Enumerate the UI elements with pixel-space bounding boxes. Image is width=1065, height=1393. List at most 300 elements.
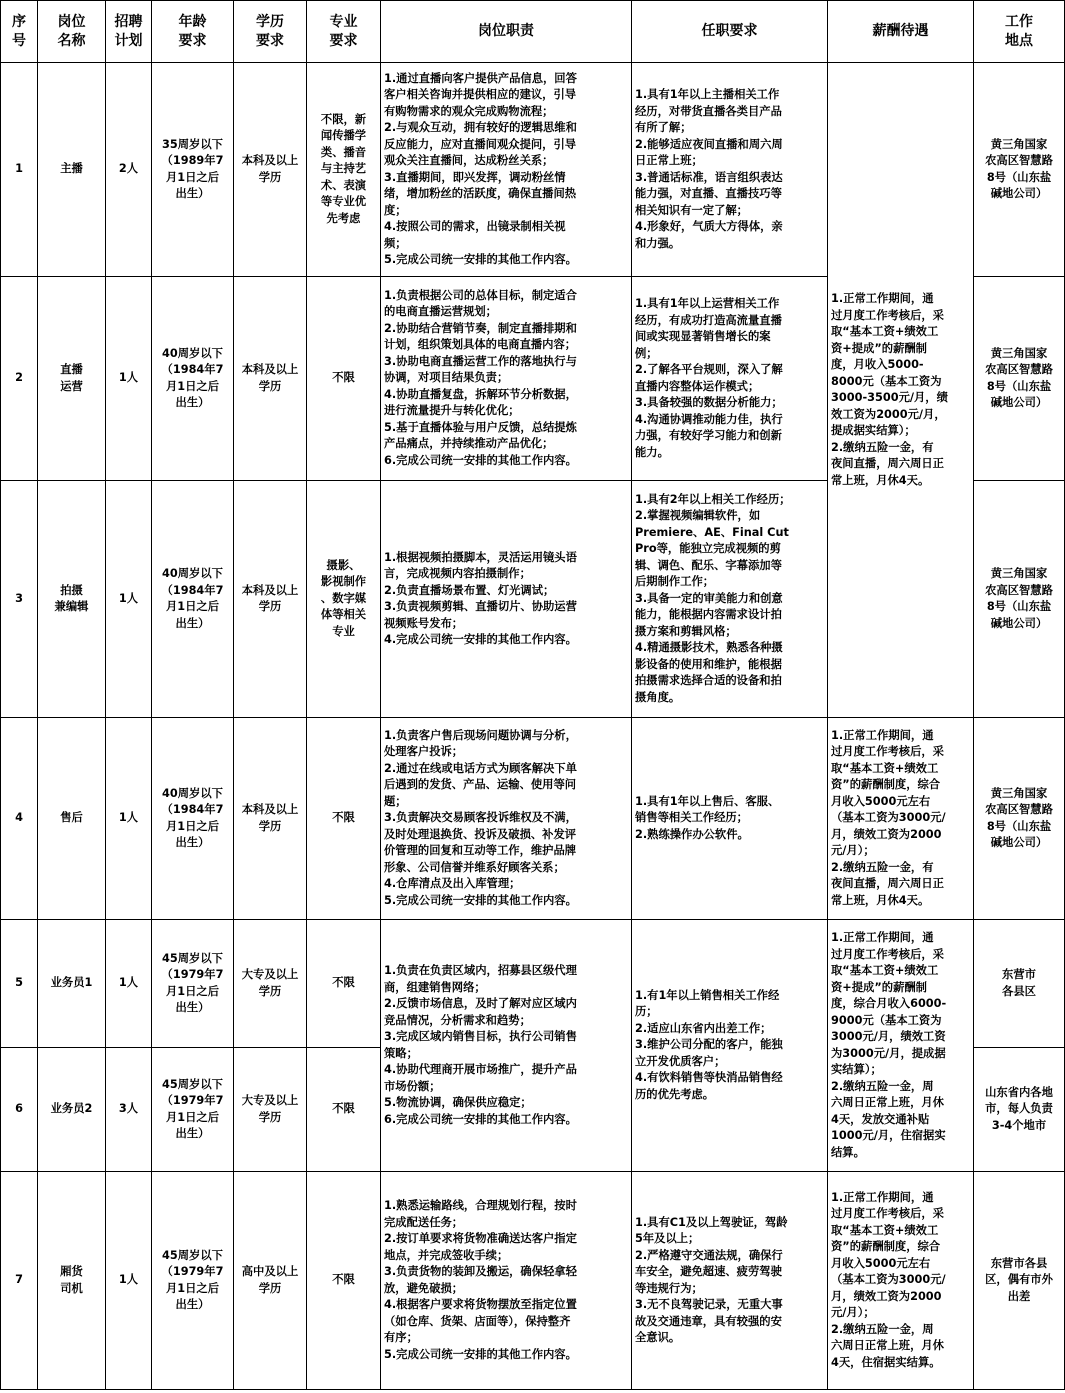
text-line: 1.正常工作期间，通	[831, 292, 934, 305]
text-line: Premiere、AE、Final Cut	[635, 525, 789, 539]
text-line: 学历	[258, 984, 282, 998]
text-line: 经历，有成功打造高流量直播	[635, 313, 782, 327]
cell-age	[152, 277, 234, 481]
text-line: 司机	[60, 1281, 83, 1295]
text-line: 度；	[384, 203, 407, 217]
text-line: 提成据实结算）；	[831, 424, 916, 437]
text-line: 4.按照公司的需求，出镜录制相关视	[384, 220, 566, 233]
cell-duty	[381, 1172, 632, 1390]
text-line: 摄方案和剪辑风格；	[635, 624, 737, 638]
text-line: 兼编辑	[54, 600, 89, 613]
text-line: 4.精通摄影技术，熟悉各种摄	[635, 641, 783, 655]
text-line: 农高区智慧路	[985, 583, 1053, 597]
text-line: 日正常上班；	[635, 154, 703, 167]
text-line: 辑、调色、配乐、字幕添加等	[635, 558, 782, 572]
text-line: 能力强，对直播、直播技巧等	[635, 187, 782, 200]
cell-position	[38, 63, 106, 277]
text-line: 3.完成区域内销售目标，执行公司销售	[384, 1030, 577, 1043]
text-line: 销售等相关工作经历；	[635, 811, 748, 825]
text-line: 5.物流协调，确保供应稳定；	[384, 1096, 532, 1109]
cell-salary-shared	[828, 63, 974, 718]
cell-position	[38, 920, 106, 1048]
cell-major	[307, 920, 381, 1048]
text-line: 3.具备一定的审美能力和创意	[635, 591, 783, 605]
cell-plan: 1人	[106, 718, 152, 920]
text-line: 及时处理退换货、投诉及破损、补发评	[384, 827, 577, 841]
text-line: 8号（山东盐	[986, 600, 1052, 613]
cell-major	[307, 718, 381, 920]
text-line: 4.协助直播复盘，拆解环节分析数据，	[384, 387, 577, 401]
text-line: 岗位	[57, 13, 86, 30]
cell-major	[307, 1172, 381, 1390]
text-line: 直播内容整体运作模式；	[635, 379, 760, 393]
text-line: 学历	[258, 379, 282, 393]
cell-age	[152, 1172, 234, 1390]
text-line: 体等相关	[320, 608, 367, 622]
text-line: 度，月收入5000-	[831, 358, 924, 371]
text-line: 6.完成公司统一安排的其他工作内容。	[384, 453, 577, 467]
text-line: 黄三角国家	[990, 567, 1048, 580]
text-line: 力强，有较好学习能力和创新	[635, 429, 782, 442]
text-line: Pro等，能独立完成视频的剪	[635, 542, 781, 556]
text-line: 2.负责直播场景布置、灯光调试；	[384, 583, 555, 597]
cell-seq: 3	[1, 481, 38, 718]
text-line: 价管理的回复和互动等工作，维护品牌	[384, 844, 577, 858]
text-line: 例；	[635, 346, 658, 360]
text-line: 4.形象好，气质大方得体，亲	[635, 220, 783, 233]
text-line: 放，避免破损；	[384, 1281, 464, 1295]
text-line: 1.正常工作期间，通	[831, 931, 934, 944]
text-line: 出生）	[175, 1127, 210, 1140]
cell-major	[307, 1048, 381, 1172]
text-line: 1.有1年以上销售相关工作经	[635, 988, 780, 1002]
text-line: （基本工资为3000元/	[831, 811, 946, 825]
text-line: 不限	[332, 811, 355, 825]
text-line: 4.沟通协调推动能力佳，执行	[635, 412, 783, 426]
table-row	[1, 718, 1065, 920]
text-line: 历的优先考虑。	[635, 1087, 715, 1101]
text-line: 1.通过直播向客户提供产品信息，回答	[384, 71, 577, 85]
text-line: 本科及以上	[241, 154, 299, 167]
text-line: 年龄	[178, 13, 207, 30]
text-line: 资”的薪酬制度，综合	[831, 778, 941, 792]
text-line: 结算。	[831, 1145, 865, 1159]
text-line: （1979年7	[161, 1265, 224, 1278]
header-edu	[234, 1, 307, 63]
text-line: 六周日正常上班，月休	[831, 1339, 944, 1353]
cell-salary-shared	[828, 920, 974, 1172]
text-line: 资+提成”的薪酬制	[831, 341, 927, 355]
text-line: 招聘	[114, 13, 143, 30]
text-line: 东营市各县	[990, 1256, 1048, 1270]
cell-position	[38, 481, 106, 718]
text-line: 5.基于直播体验与用户反馈，总结提炼	[384, 420, 577, 434]
text-line: 1.具有1年以上售后、客服、	[635, 794, 780, 808]
text-line: 2.按订单要求将货物准确送达客户指定	[384, 1232, 577, 1245]
text-line: （基本工资为3000元/	[831, 1273, 946, 1287]
text-line: 市场份额；	[384, 1079, 441, 1093]
cell-major	[307, 481, 381, 718]
text-line: 运营	[60, 379, 83, 393]
cell-plan: 1人	[106, 481, 152, 718]
text-line: 术、表演	[320, 178, 367, 192]
header-location	[974, 1, 1065, 63]
cell-edu	[234, 1172, 307, 1390]
text-line: 间或实现显著销售增长的案	[635, 330, 771, 343]
text-line: （1979年7	[161, 968, 224, 981]
text-line: 高中及以上	[241, 1265, 299, 1278]
text-line: 4.有饮料销售等快消品销售经	[635, 1071, 783, 1085]
text-line: 3000-3500元/月，绩	[831, 391, 948, 404]
text-line: 反应能力，应对直播间观众提问，引导	[384, 137, 577, 151]
cell-seq: 5	[1, 920, 38, 1048]
text-line: 1.具有1年以上主播相关工作	[635, 88, 780, 101]
text-line: 影视制作	[320, 575, 367, 589]
cell-age	[152, 1048, 234, 1172]
text-line: 取“基本工资+绩效工	[831, 964, 939, 977]
text-line: 要求	[178, 32, 207, 49]
text-line: 月1日之后	[165, 984, 220, 998]
text-line: 计划	[114, 32, 143, 49]
text-line: 黄三角国家	[990, 346, 1048, 360]
text-line: 3.维护公司分配的客户，能独	[635, 1038, 783, 1052]
text-line: 5.完成公司统一安排的其他工作内容。	[384, 893, 577, 907]
text-line: 学历	[258, 819, 282, 833]
text-line: 实结算）；	[831, 1063, 882, 1076]
cell-edu	[234, 481, 307, 718]
cell-edu	[234, 1048, 307, 1172]
text-line: 摄影、	[326, 558, 361, 572]
text-line: 1.负责客户售后现场问题协调与分析，	[384, 728, 577, 742]
text-line: 能力，能根据内容需求设计拍	[635, 608, 782, 622]
text-line: 取“基本工资+绩效工	[831, 325, 939, 338]
cell-seq: 6	[1, 1048, 38, 1172]
cell-age	[152, 481, 234, 718]
cell-duty-shared	[381, 920, 632, 1172]
cell-duty	[381, 481, 632, 718]
text-line: 4天，住宿据实结算。	[831, 1355, 941, 1369]
text-line: 8号（山东盐	[986, 819, 1052, 833]
text-line: 策略；	[384, 1046, 418, 1060]
text-line: 2.缴纳五险一金，周	[831, 1322, 934, 1336]
cell-duty	[381, 718, 632, 920]
cell-req	[632, 718, 828, 920]
cell-major	[307, 277, 381, 481]
text-line: 出生）	[175, 1001, 210, 1014]
text-line: 2.与观众互动，拥有较好的逻辑思维和	[384, 121, 577, 134]
cell-plan: 3人	[106, 1048, 152, 1172]
text-line: 专业	[332, 624, 355, 638]
text-line: 学历	[256, 13, 284, 30]
text-line: 不限	[332, 1102, 355, 1116]
text-line: 绪，增加粉丝的活跃度，确保直播间热	[384, 187, 577, 200]
cell-plan: 1人	[106, 920, 152, 1048]
text-line: 2.能够适应夜间直播和周六周	[635, 137, 783, 151]
text-line: 本科及以上	[241, 363, 299, 376]
cell-req-shared	[632, 920, 828, 1172]
header-plan	[106, 1, 152, 63]
text-line: 碱地公司）	[990, 616, 1048, 630]
text-line: 农高区智慧路	[985, 803, 1053, 816]
text-line: 碱地公司）	[990, 187, 1048, 200]
text-line: 摄角度。	[635, 690, 681, 704]
text-line: 竞品情况，分析需求和趋势；	[384, 1013, 531, 1027]
text-line: 类、播音	[320, 145, 367, 159]
text-line: （1984年7	[161, 363, 224, 376]
text-line: 后遇到的发货、产品、运输、使用等问	[384, 778, 577, 792]
text-line: 月收入5000元左右	[831, 1256, 931, 1270]
text-line: 月1日之后	[165, 1281, 220, 1295]
text-line: 专业	[329, 13, 358, 30]
text-line: 等专业优	[320, 195, 367, 209]
text-line: 出生）	[175, 396, 210, 409]
text-line: 农高区智慧路	[985, 363, 1053, 376]
text-line: 直播	[60, 363, 83, 376]
text-line: 40周岁以下	[162, 567, 223, 580]
cell-seq: 1	[1, 63, 38, 277]
text-line: 形象、公司信誉并维系好顾客关系；	[384, 860, 565, 874]
cell-edu	[234, 718, 307, 920]
text-line: （1979年7	[161, 1094, 224, 1107]
cell-seq: 7	[1, 1172, 38, 1390]
text-line: 学历	[258, 170, 282, 184]
text-line: 市，每人负责	[985, 1102, 1053, 1116]
text-line: 2.了解各平台规则，深入了解	[635, 363, 783, 376]
text-line: 5年及以上；	[635, 1232, 700, 1245]
text-line: （1989年7	[161, 154, 224, 167]
text-line: 厢货	[60, 1265, 83, 1278]
text-line: 观众关注直播间，达成粉丝关系；	[384, 154, 554, 167]
text-line: 经历，对带货直播各类目产品	[635, 104, 782, 118]
cell-edu	[234, 63, 307, 277]
text-line: 名称	[57, 32, 86, 49]
text-line: 45周岁以下	[162, 1077, 223, 1091]
text-line: 40周岁以下	[162, 786, 223, 800]
text-line: 8号（山东盐	[986, 379, 1052, 393]
text-line: 月1日之后	[165, 819, 220, 833]
text-line: 2.缴纳五险一金，有	[831, 440, 934, 454]
text-line: 1.正常工作期间，通	[831, 728, 934, 742]
text-line: 历；	[635, 1005, 658, 1019]
text-line: 碱地公司）	[990, 396, 1048, 409]
text-line: 故及交通违章，具有较强的安	[635, 1314, 782, 1328]
text-line: 有序；	[384, 1331, 418, 1344]
cell-duty	[381, 277, 632, 481]
cell-seq: 4	[1, 718, 38, 920]
text-line: 元/月）；	[831, 844, 875, 858]
text-line: 为3000元/月，提成据	[831, 1046, 946, 1060]
text-line: 资”的薪酬制度，综合	[831, 1240, 941, 1254]
text-line: 2.通过在线或电话方式为顾客解决下单	[384, 761, 577, 775]
text-line: 相关知识有一定了解；	[635, 203, 748, 217]
text-line: 碱地公司）	[990, 836, 1048, 849]
text-line: 大专及以上	[241, 968, 299, 981]
text-line: 月，绩效工资为2000	[831, 827, 942, 841]
text-line: 有所了解；	[635, 121, 692, 134]
text-line: 等违规行为；	[635, 1281, 703, 1295]
cell-position	[38, 1172, 106, 1390]
text-line: 资+提成”的薪酬制	[831, 980, 927, 994]
header-age	[152, 1, 234, 63]
text-line: 5.完成公司统一安排的其他工作内容。	[384, 1347, 577, 1361]
text-line: 2.掌握视频编辑软件，如	[635, 509, 761, 523]
text-line: 出生）	[175, 187, 210, 200]
text-line: 过月度工作考核后，采	[831, 947, 944, 961]
text-line: 2.熟练操作办公软件。	[635, 827, 749, 841]
text-line: （1984年7	[161, 803, 224, 816]
cell-location	[974, 1172, 1065, 1390]
text-line: （1984年7	[161, 583, 224, 597]
text-line: 9000元（基本工资为	[831, 1013, 942, 1027]
text-line: 学历	[258, 1110, 282, 1124]
text-line: 不限	[332, 1273, 355, 1287]
text-line: 3.负责视频剪辑、直播切片、协助运营	[384, 600, 577, 613]
text-line: 月1日之后	[165, 379, 220, 393]
cell-major	[307, 63, 381, 277]
text-line: 出生）	[175, 1298, 210, 1311]
cell-req	[632, 277, 828, 481]
table-row	[1, 920, 1065, 1048]
text-line: 3.无不良驾驶记录，无重大事	[635, 1298, 783, 1311]
cell-position	[38, 1048, 106, 1172]
text-line: 有购物需求的观众完成购物流程；	[384, 104, 554, 118]
text-line: 3.负责货物的装卸及搬运，确保轻拿轻	[384, 1265, 577, 1278]
cell-edu	[234, 920, 307, 1048]
text-line: 业务员1	[50, 976, 93, 990]
text-line: 常上班，月休4天。	[831, 473, 930, 487]
text-line: 售后	[60, 811, 83, 825]
text-line: 3.普通话标准，语言组织表达	[635, 170, 783, 184]
cell-req	[632, 63, 828, 277]
text-line: 元/月）；	[831, 1306, 875, 1320]
header-duty: 岗位职责	[381, 1, 632, 63]
text-line: 1.熟悉运输路线，合理规划行程，按时	[384, 1199, 577, 1212]
cell-plan: 1人	[106, 1172, 152, 1390]
cell-location	[974, 481, 1065, 718]
text-line: 取“基本工资+绩效工	[831, 761, 939, 775]
text-line: 2.适应山东省内出差工作；	[635, 1021, 772, 1035]
text-line: 夜间直播，周六周日正	[831, 457, 944, 470]
text-line: 1000元/月，住宿据实	[831, 1129, 946, 1142]
cell-edu	[234, 277, 307, 481]
text-line: 黄三角国家	[990, 786, 1048, 800]
text-line: 1.具有2年以上相关工作经历；	[635, 492, 791, 506]
text-line: 2.缴纳五险一金，周	[831, 1079, 934, 1093]
header-row	[1, 1, 1065, 63]
text-line: 不限	[332, 976, 355, 990]
text-line: 不限	[332, 371, 355, 385]
text-line: 主播	[60, 162, 83, 176]
cell-plan: 1人	[106, 277, 152, 481]
text-line: 要求	[329, 32, 358, 49]
text-line: 后期制作工作；	[635, 575, 715, 589]
header-seq	[1, 1, 38, 63]
text-line: 4.仓库清点及出入库管理；	[384, 877, 521, 891]
cell-plan: 2人	[106, 63, 152, 277]
cell-location	[974, 1048, 1065, 1172]
text-line: 影设备的使用和维护，能根据	[635, 657, 782, 671]
header-salary: 薪酬待遇	[828, 1, 974, 63]
cell-seq: 2	[1, 277, 38, 481]
header-major	[307, 1, 381, 63]
text-line: 月收入5000元左右	[831, 794, 931, 808]
text-line: 题；	[384, 794, 407, 808]
text-line: 1.负责根据公司的总体目标，制定适合	[384, 288, 577, 302]
text-line: 要求	[256, 32, 284, 49]
cell-location	[974, 920, 1065, 1048]
text-line: 各县区	[1002, 984, 1036, 998]
table-row	[1, 63, 1065, 277]
text-line: 序	[12, 13, 26, 30]
cell-duty	[381, 63, 632, 277]
text-line: 月1日之后	[165, 170, 220, 184]
text-line: 4.完成公司统一安排的其他工作内容。	[384, 633, 577, 646]
table-row	[1, 1172, 1065, 1390]
text-line: （如仓库、货架、店面等），保持整齐	[384, 1314, 571, 1328]
text-line: 4.根据客户要求将货物摆放至指定位置	[384, 1298, 577, 1311]
text-line: 号	[12, 32, 26, 49]
text-line: 3.直播期间，即兴发挥，调动粉丝情	[384, 170, 566, 184]
text-line: 1.根据视频拍摄脚本，灵活运用镜头语	[384, 550, 577, 564]
text-line: 区，偶有市外	[985, 1273, 1053, 1287]
text-line: 黄三角国家	[990, 137, 1048, 151]
text-line: 2.协助结合营销节奏，制定直播排期和	[384, 321, 577, 335]
text-line: 客户相关咨询并提供相应的建议，引导	[384, 88, 577, 101]
text-line: 5.完成公司统一安排的其他工作内容。	[384, 253, 577, 266]
text-line: 先考虑	[326, 211, 361, 225]
cell-location	[974, 718, 1065, 920]
text-line: 3.协助电商直播运营工作的落地执行与	[384, 354, 577, 368]
text-line: 山东省内各地	[985, 1085, 1053, 1099]
text-line: 产品痛点，并持续推动产品优化；	[384, 437, 554, 451]
text-line: 本科及以上	[241, 803, 299, 816]
text-line: 月1日之后	[165, 600, 220, 613]
text-line: 立开发优质客户；	[635, 1054, 726, 1068]
text-line: 4天，发放交通补贴	[831, 1112, 930, 1126]
text-line: 进行流量提升与转化优化；	[384, 404, 520, 418]
text-line: 商，组建销售网络；	[384, 980, 486, 994]
text-line: 3000元/月，绩效工资	[831, 1030, 946, 1043]
cell-req	[632, 1172, 828, 1390]
text-line: 3.负责解决交易顾客投诉维权及不满，	[384, 811, 577, 825]
text-line: 月，绩效工资为2000	[831, 1289, 942, 1303]
text-line: 1.具有1年以上运营相关工作	[635, 297, 780, 310]
text-line: 过月度工作考核后，采	[831, 1207, 944, 1221]
text-line: 闻传播学	[320, 129, 367, 143]
text-line: 、数字媒	[320, 591, 367, 605]
text-line: 度，综合月收入6000-	[831, 997, 947, 1010]
text-line: 40周岁以下	[162, 346, 223, 360]
cell-location	[974, 63, 1065, 277]
text-line: 1.负责在负责区域内，招募县区级代理	[384, 964, 577, 977]
text-line: 夜间直播，周六周日正	[831, 877, 944, 891]
text-line: 不限，新	[320, 112, 367, 126]
text-line: 2.反馈市场信息，及时了解对应区域内	[384, 997, 577, 1010]
text-line: 4.协助代理商开展市场推广，提升产品	[384, 1063, 577, 1076]
text-line: 过月度工作考核后，采	[831, 745, 944, 759]
text-line: 45周岁以下	[162, 1248, 223, 1262]
text-line: 1.具有C1及以上驾驶证，驾龄	[635, 1215, 788, 1229]
text-line: 地点	[1005, 32, 1033, 49]
text-line: 全意识。	[635, 1331, 681, 1344]
text-line: 完成配送任务；	[384, 1215, 464, 1229]
text-line: 协调，对项目结果负责；	[384, 371, 509, 385]
text-line: 业务员2	[50, 1102, 93, 1116]
cell-location	[974, 277, 1065, 481]
text-line: 的电商直播运营规划；	[384, 305, 497, 319]
text-line: 与主持艺	[320, 162, 367, 176]
text-line: 拍摄需求选择合适的设备和拍	[635, 674, 782, 688]
